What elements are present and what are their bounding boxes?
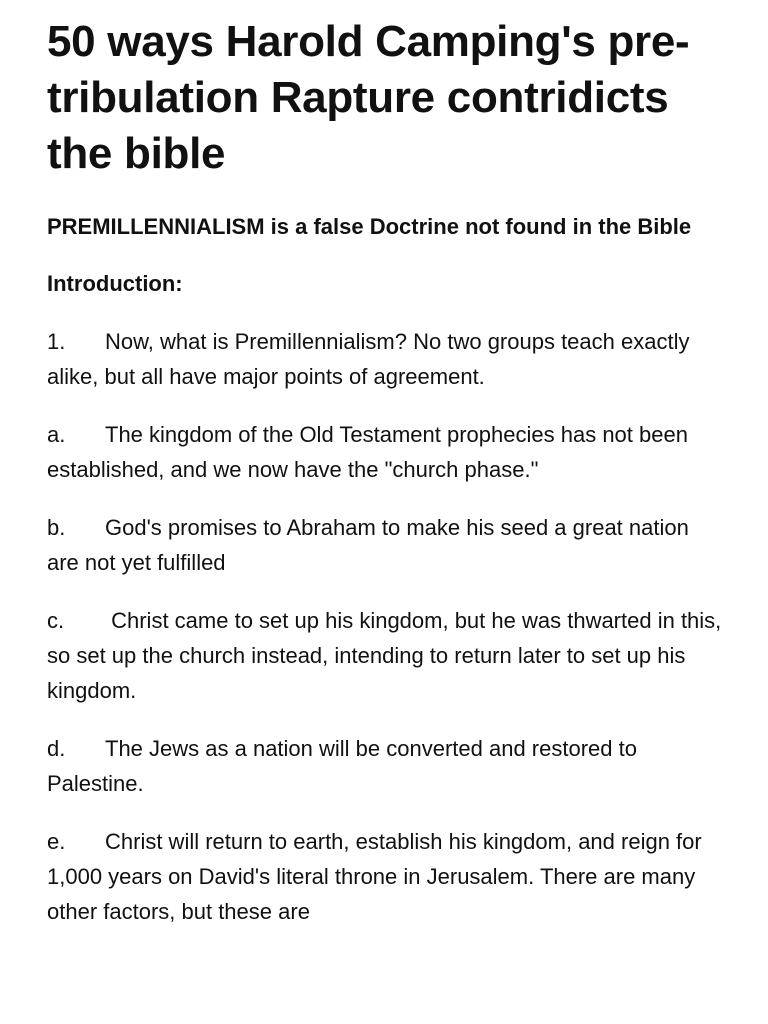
paragraph-a xyxy=(47,417,722,487)
paragraph-b xyxy=(47,510,722,580)
paragraph-text: The kingdom of the Old Testament prophecies has not been established, and we now have the "church phase." xyxy=(47,422,688,482)
paragraph-text: Christ will return to earth, establish his kingdom, and reign for 1,000 years on David's literal throne in Jerusalem. There are many other factors, but these are xyxy=(47,829,702,924)
paragraph-marker: a. xyxy=(47,422,66,447)
intro-heading: Introduction: xyxy=(47,271,183,296)
paragraph-text: God's promises to Abraham to make his seed a great nation are not yet fulfilled xyxy=(47,515,689,575)
paragraph-c xyxy=(47,603,722,708)
article-subtitle: PREMILLENNIALISM is a false Doctrine not found in the Bible xyxy=(47,214,692,239)
paragraph-text: Christ came to set up his kingdom, but he was thwarted in this, so set up the church instead, intending to return later to set up his kingdom. xyxy=(47,608,722,703)
paragraph-text: Now, what is Premillennialism? No two groups teach exactly alike, but all have major points of agreement. xyxy=(47,329,690,389)
paragraph-marker: e. xyxy=(47,829,66,854)
paragraph-e xyxy=(47,824,722,929)
paragraph-marker: c. xyxy=(47,608,65,633)
paragraph-marker: b. xyxy=(47,515,66,540)
paragraph-1 xyxy=(47,324,722,394)
article-title: 50 ways Harold Camping's pre-tribulation Rapture contridicts the bible xyxy=(47,17,690,178)
paragraph-marker: 1. xyxy=(47,329,66,354)
paragraph-d xyxy=(47,731,722,801)
paragraph-text: The Jews as a nation will be converted and restored to Palestine. xyxy=(47,736,637,796)
paragraph-marker: d. xyxy=(47,736,66,761)
